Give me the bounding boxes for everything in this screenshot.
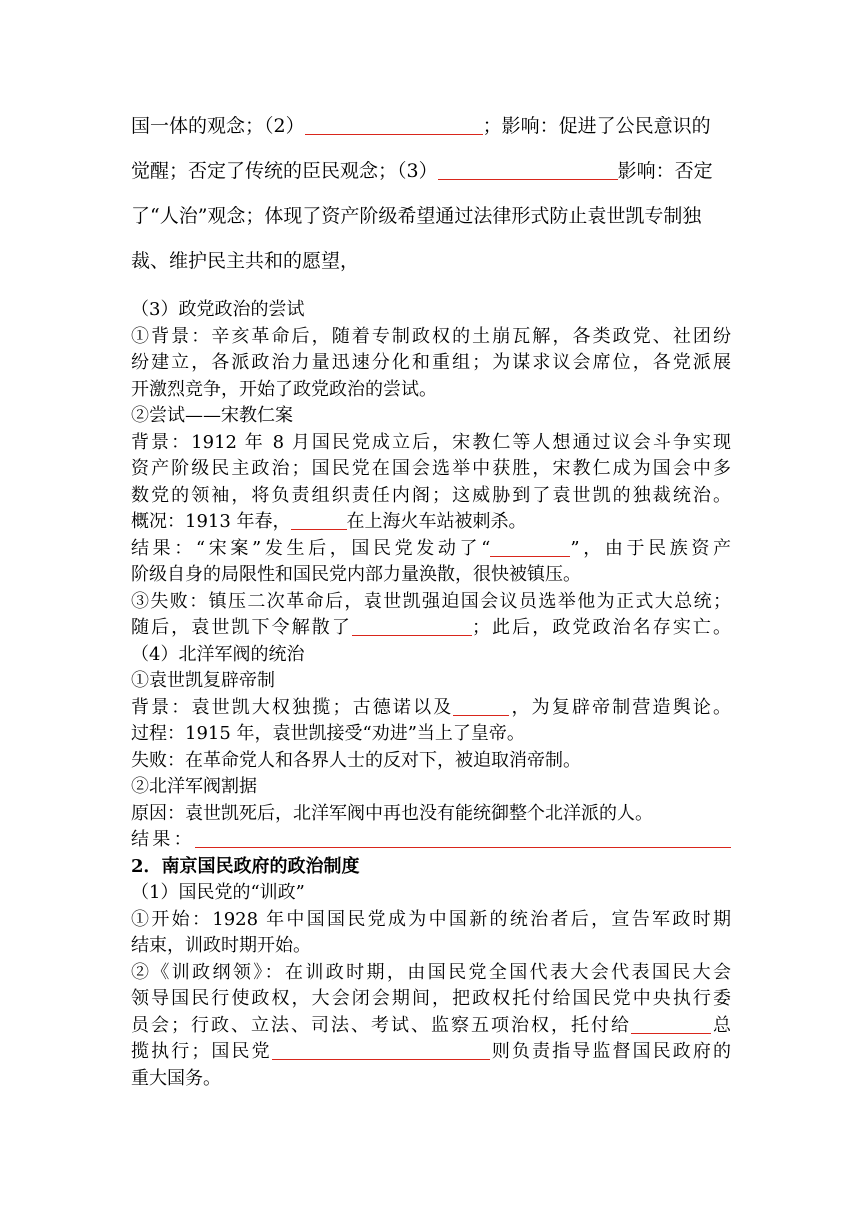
text-segment: ，为复辟帝制营造舆论。 xyxy=(509,696,731,718)
text-line xyxy=(131,960,731,987)
document-page xyxy=(131,0,731,1092)
text-line xyxy=(131,933,731,960)
text-segment: ；此后，政党政治名存实亡。 xyxy=(471,617,731,638)
text-line xyxy=(131,880,731,907)
text-segment: 背景：1912 年 8 月国民党成立后，宋教仁等人想通过议会斗争实现 xyxy=(131,431,731,453)
text-segment: ”，由于民族资产 xyxy=(570,537,731,559)
text-segment: ③失败：镇压二次革命后，袁世凯强迫国会议员选举他为正式大总统； xyxy=(131,590,731,612)
fill-in-blank[interactable] xyxy=(305,115,483,135)
fill-in-blank[interactable] xyxy=(272,1040,490,1060)
fill-in-blank[interactable] xyxy=(195,828,731,848)
text-segment: 2．南京国民政府的政治制度 xyxy=(131,855,360,877)
text-segment: 则负责指导监督国民政府的 xyxy=(489,1041,731,1062)
text-segment: 原因：袁世凯死后，北洋军阀中再也没有能统御整个北洋派的人。 xyxy=(131,802,653,824)
text-segment: 在上海火车站被刺杀。 xyxy=(346,511,527,532)
text-segment: 资产阶级民主政治；国民党在国会选举中获胜，宋教仁成为国会中多 xyxy=(131,458,731,479)
text-segment: 结果： xyxy=(131,829,195,850)
text-line xyxy=(131,668,731,695)
text-line xyxy=(131,589,731,616)
text-segment: 影响：否定 xyxy=(617,160,713,182)
fill-in-blank[interactable] xyxy=(631,1014,711,1034)
text-line xyxy=(131,1039,731,1066)
text-segment: 结束，训政时期开始。 xyxy=(131,935,311,956)
text-line xyxy=(131,350,731,377)
text-segment: 阶级自身的局限性和国民党内部力量涣散，很快被镇压。 xyxy=(131,564,581,585)
text-segment: 背景：袁世凯大权独揽；古德诺以及 xyxy=(131,696,454,718)
text-segment: ①背景：辛亥革命后，随着专制政权的土崩瓦解，各类政党、社团纷 xyxy=(131,325,731,347)
text-line xyxy=(131,104,731,149)
text-segment: 纷建立，各派政治力量迅速分化和重组；为谋求议会席位，各党派展 xyxy=(131,352,731,373)
text-line xyxy=(131,483,731,510)
text-segment: （1）国民党的“训政” xyxy=(131,882,305,903)
text-segment: 开激烈竞争，开始了政党政治的尝试。 xyxy=(131,378,437,400)
fill-in-blank[interactable] xyxy=(291,510,347,530)
text-line xyxy=(131,562,731,589)
text-line xyxy=(131,536,731,563)
text-segment: 员会；行政、立法、司法、考试、监察五项治权，托付给 xyxy=(131,1014,631,1036)
text-line xyxy=(131,149,731,194)
text-segment: ①开始：1928 年中国国民党成为中国新的统治者后，宣告军政时期 xyxy=(131,908,731,930)
text-segment: 结果：“宋案”发生后，国民党发动了“ xyxy=(131,537,491,559)
text-segment: 总 xyxy=(711,1014,731,1036)
text-segment: 概况：1913 年春， xyxy=(131,511,291,532)
text-segment: ①袁世凯复辟帝制 xyxy=(131,670,275,691)
text-line xyxy=(131,695,731,722)
text-line xyxy=(131,1013,731,1040)
text-line xyxy=(131,774,731,801)
text-line xyxy=(131,239,731,284)
paragraph-body xyxy=(131,297,731,1092)
section-heading xyxy=(131,854,731,881)
paragraph-wide-spacing xyxy=(131,104,731,284)
text-line xyxy=(131,748,731,775)
text-segment: ；影响：促进了公民意识的 xyxy=(482,115,711,137)
text-segment: 领导国民行使政权，大会闭会期间，把政权托付给国民党中央执行委 xyxy=(131,988,731,1009)
text-segment: 觉醒；否定了传统的臣民观念；（3） xyxy=(131,160,438,182)
text-line xyxy=(131,194,731,239)
text-segment: ②《训政纲领》：在训政时期，由国民党全国代表大会代表国民大会 xyxy=(131,961,731,983)
text-segment: 过程：1915 年，袁世凯接受“劝进”当上了皇帝。 xyxy=(131,723,525,744)
fill-in-blank[interactable] xyxy=(352,616,472,636)
text-line xyxy=(131,456,731,483)
text-line xyxy=(131,986,731,1013)
text-segment: 失败：在革命党人和各界人士的反对下，被迫取消帝制。 xyxy=(131,749,581,771)
text-line xyxy=(131,403,731,430)
text-segment: （3）政党政治的尝试 xyxy=(131,299,305,320)
text-line xyxy=(131,377,731,404)
fill-in-blank[interactable] xyxy=(438,160,618,180)
text-line xyxy=(131,430,731,457)
text-line xyxy=(131,642,731,669)
text-segment: ②尝试——宋教仁案 xyxy=(131,405,293,426)
text-segment: 了“人治”观念；体现了资产阶级希望通过法律形式防止袁世凯专制独 xyxy=(131,205,702,227)
text-line xyxy=(131,509,731,536)
text-line xyxy=(131,324,731,351)
text-line xyxy=(131,827,731,854)
text-segment: 数党的领袖，将负责组织责任内阁；这威胁到了袁世凯的独裁统治。 xyxy=(131,484,731,506)
fill-in-blank[interactable] xyxy=(490,537,570,557)
text-segment: 重大国务。 xyxy=(131,1067,221,1089)
text-segment: 随后，袁世凯下令解散了 xyxy=(131,617,352,638)
text-line xyxy=(131,907,731,934)
text-segment: 揽执行；国民党 xyxy=(131,1041,272,1062)
text-line xyxy=(131,801,731,828)
text-segment: 国一体的观念；（2） xyxy=(131,115,305,137)
text-line xyxy=(131,615,731,642)
text-line xyxy=(131,1066,731,1093)
fill-in-blank[interactable] xyxy=(453,696,509,716)
text-segment: 裁、维护民主共和的愿望， xyxy=(131,250,360,272)
text-line xyxy=(131,721,731,748)
text-line xyxy=(131,297,731,324)
text-segment: （4）北洋军阀的统治 xyxy=(131,643,305,665)
text-segment: ②北洋军阀割据 xyxy=(131,776,257,797)
